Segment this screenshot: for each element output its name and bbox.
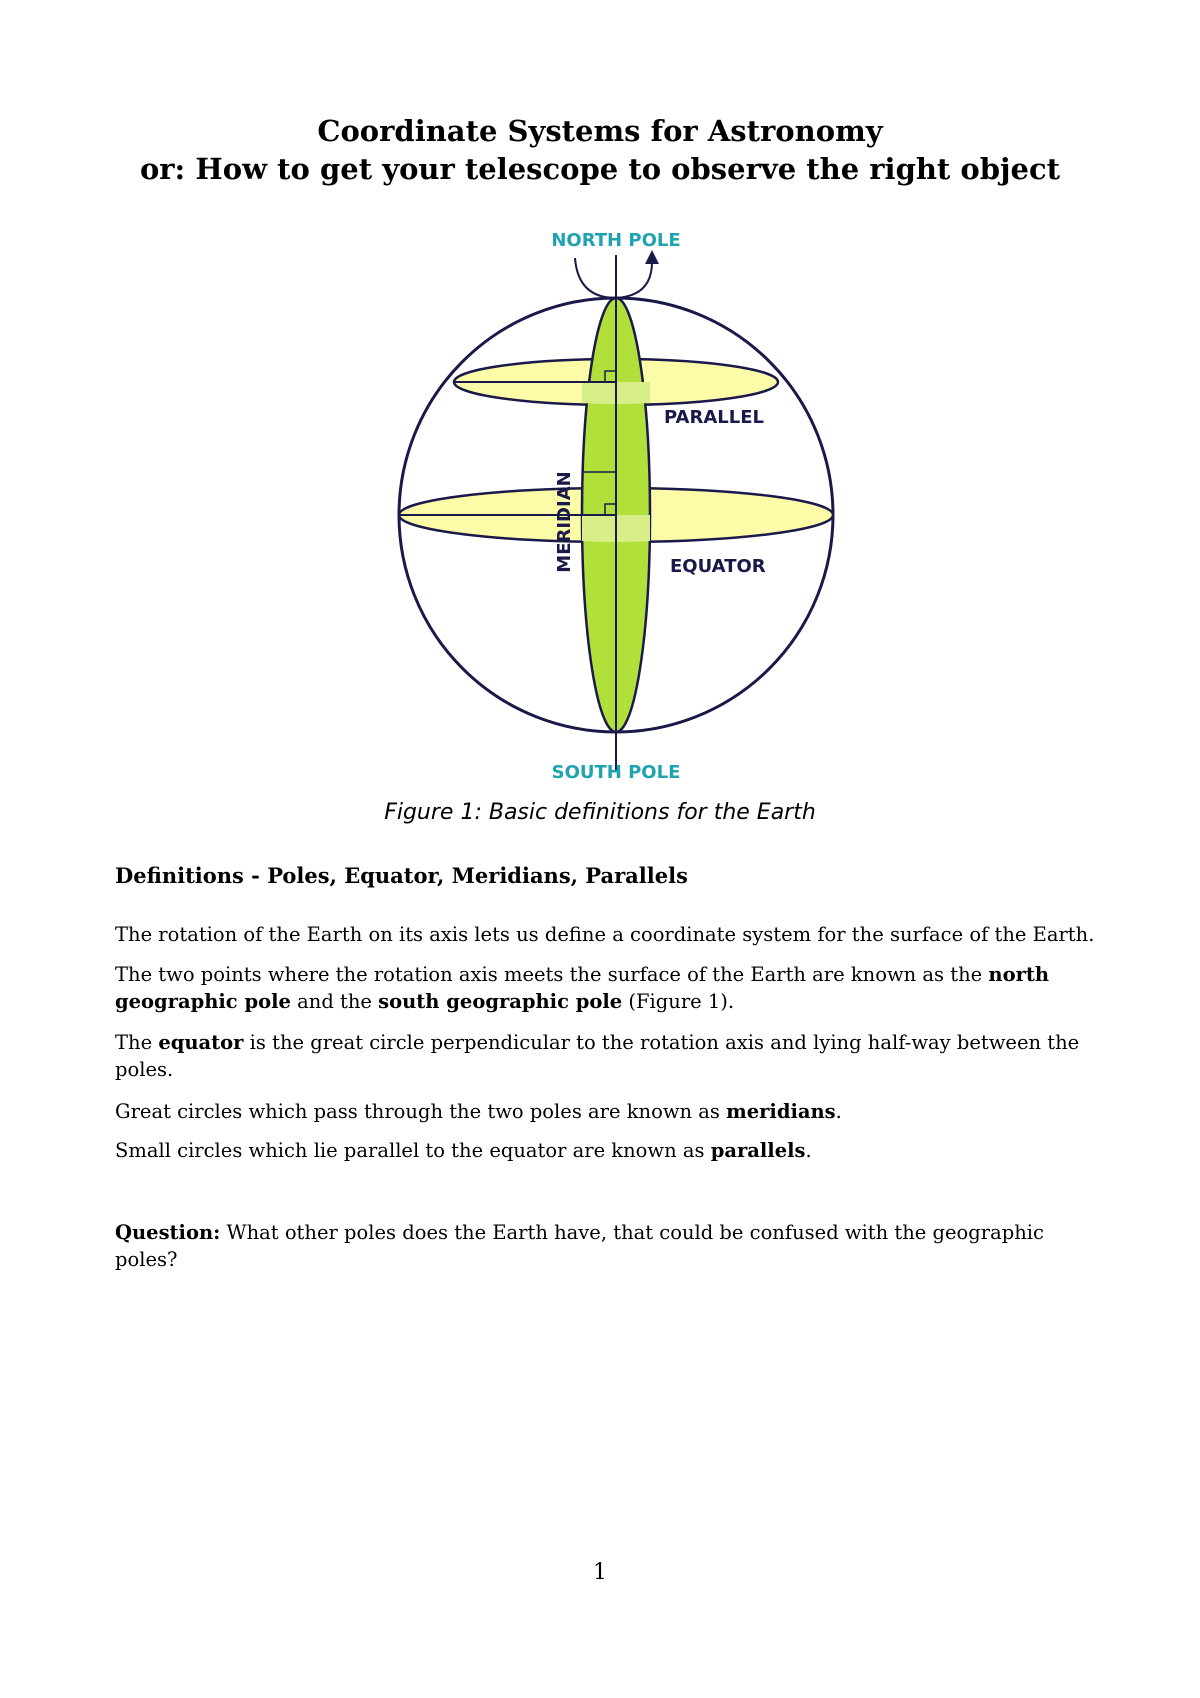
equator-label: EQUATOR bbox=[670, 556, 766, 577]
term-equator: equator bbox=[158, 1031, 244, 1054]
rotation-arrowhead bbox=[645, 250, 659, 264]
rotation-arrow bbox=[575, 258, 652, 298]
term-south-pole: south geographic pole bbox=[378, 990, 623, 1013]
paragraph-equator: The equator is the great circle perpendicular to the rotation axis and lying half-way between the poles. bbox=[115, 1031, 1080, 1081]
document-title: Coordinate Systems for Astronomy bbox=[317, 114, 883, 148]
term-north-pole: north geographic pole bbox=[115, 963, 1050, 1013]
paragraph-parallels: Small circles which lie parallel to the equator are known as parallels. bbox=[115, 1139, 812, 1162]
question-label: Question: bbox=[115, 1221, 221, 1244]
figure-caption: Figure 1: Basic definitions for the Earth bbox=[384, 800, 816, 825]
page-number: 1 bbox=[593, 1560, 607, 1585]
question-paragraph: Question: What other poles does the Earth have, that could be confused with the geographic poles? bbox=[115, 1221, 1044, 1271]
north-pole-label: NORTH POLE bbox=[551, 230, 681, 251]
term-meridians: meridians bbox=[726, 1100, 836, 1123]
paragraph-meridians: Great circles which pass through the two poles are known as meridians. bbox=[115, 1100, 842, 1123]
south-pole-label: SOUTH POLE bbox=[551, 762, 681, 783]
term-parallels: parallels bbox=[710, 1139, 806, 1162]
earth-diagram bbox=[380, 225, 840, 785]
parallel-label: PARALLEL bbox=[664, 407, 764, 428]
document-subtitle: or: How to get your telescope to observe the right object bbox=[139, 152, 1061, 186]
paragraph-rotation: The rotation of the Earth on its axis lets us define a coordinate system for the surface of the Earth. bbox=[115, 923, 1095, 946]
meridian-label: MERIDIAN bbox=[554, 471, 575, 573]
paragraph-poles: The two points where the rotation axis meets the surface of the Earth are known as the north geographic pole and the south geographic pole (Figure 1). bbox=[115, 963, 1050, 1013]
section-heading: Definitions - Poles, Equator, Meridians, Parallels bbox=[115, 863, 688, 888]
